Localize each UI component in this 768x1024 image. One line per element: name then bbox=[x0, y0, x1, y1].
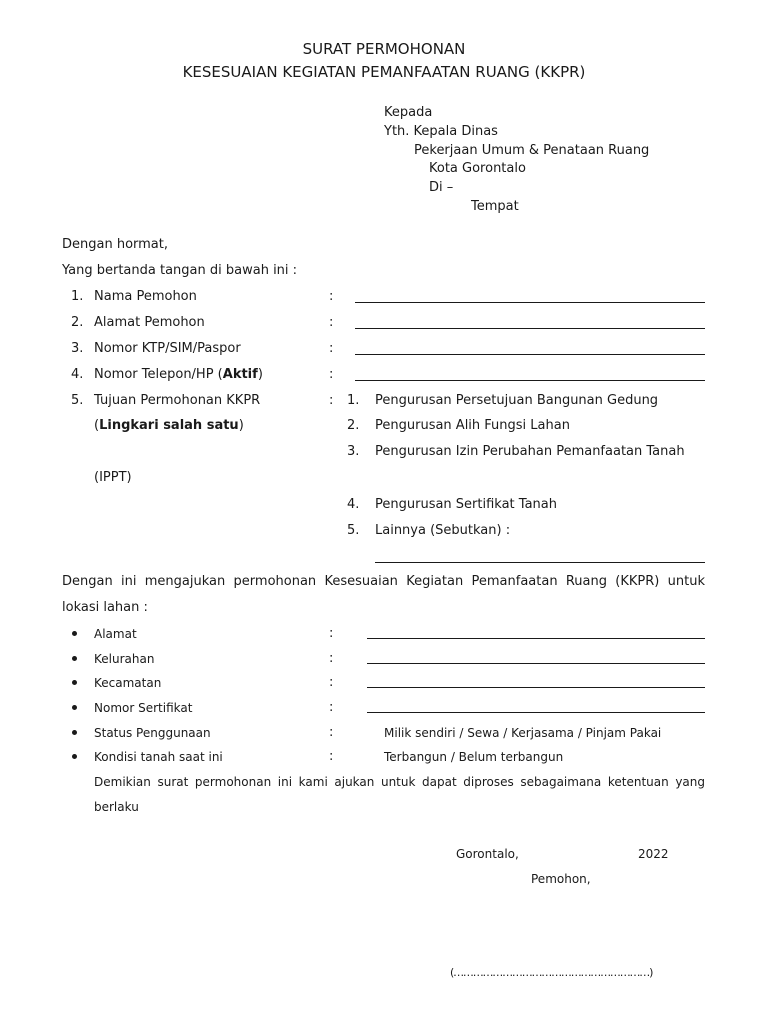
request-line1: Dengan ini mengajukan permohonan Kesesuaian Kegiatan Pemanfaatan Ruang (KKPR) untuk bbox=[62, 574, 705, 589]
colon: : bbox=[329, 651, 334, 666]
location-address-label: Alamat bbox=[94, 627, 137, 641]
colon: : bbox=[329, 700, 334, 715]
colon: : bbox=[329, 289, 334, 304]
item-number: 1. bbox=[71, 289, 84, 304]
recipient-line1: Kepada bbox=[384, 105, 433, 120]
applicant-address-label: Alamat Pemohon bbox=[94, 315, 205, 330]
colon: : bbox=[329, 393, 334, 408]
colon: : bbox=[329, 749, 334, 764]
purpose-option-4[interactable]: Pengurusan Sertifikat Tanah bbox=[375, 497, 557, 512]
document-title-line1: SURAT PERMOHONAN bbox=[302, 40, 466, 58]
phone-label-post: ) bbox=[257, 367, 263, 382]
phone-label-bold: Aktif bbox=[222, 367, 258, 382]
item-number: 4. bbox=[71, 367, 84, 382]
option-number: 4. bbox=[347, 497, 360, 512]
ippt-label: (IPPT) bbox=[94, 470, 132, 485]
certificate-number-label: Nomor Sertifikat bbox=[94, 701, 193, 715]
signature-year: 2022 bbox=[638, 847, 669, 861]
document-title-line2: KESESUAIAN KEGIATAN PEMANFAATAN RUANG (KKPR) bbox=[182, 63, 586, 81]
signature-name-field[interactable]: (……………………………………………………) bbox=[450, 966, 653, 979]
purpose-other-field[interactable] bbox=[375, 551, 705, 563]
bullet-icon bbox=[72, 656, 77, 661]
recipient-line5: Di – bbox=[429, 180, 454, 195]
bullet-icon bbox=[72, 730, 77, 735]
item-number: 5. bbox=[71, 393, 84, 408]
greeting: Dengan hormat, bbox=[62, 237, 169, 252]
request-line2: lokasi lahan : bbox=[62, 600, 148, 615]
location-village-field[interactable] bbox=[367, 652, 705, 664]
closing-line1: Demikian surat permohonan ini kami ajukan untuk dapat diproses sebagaimana ketentuan yang bbox=[94, 775, 705, 789]
applicant-address-field[interactable] bbox=[355, 317, 705, 329]
bullet-icon bbox=[72, 754, 77, 759]
certificate-number-field[interactable] bbox=[367, 701, 705, 713]
note-bold: Lingkari salah satu bbox=[99, 418, 239, 433]
option-number: 1. bbox=[347, 393, 360, 408]
purpose-option-3[interactable]: Pengurusan Izin Perubahan Pemanfaatan Tanah bbox=[375, 444, 685, 459]
land-condition-label: Kondisi tanah saat ini bbox=[94, 750, 223, 764]
colon: : bbox=[329, 725, 334, 740]
signature-role: Pemohon, bbox=[531, 872, 591, 886]
signature-place: Gorontalo, bbox=[456, 847, 519, 861]
note-pre: ( bbox=[94, 418, 100, 433]
applicant-phone-field[interactable] bbox=[355, 369, 705, 381]
applicant-phone-label bbox=[94, 367, 263, 383]
purpose-option-1[interactable]: Pengurusan Persetujuan Bangunan Gedung bbox=[375, 393, 659, 408]
signer-intro: Yang bertanda tangan di bawah ini : bbox=[62, 263, 298, 278]
colon: : bbox=[329, 626, 334, 641]
usage-status-options[interactable]: Milik sendiri / Sewa / Kerjasama / Pinjam Pakai bbox=[384, 726, 662, 740]
option-number: 2. bbox=[347, 418, 360, 433]
land-condition-options[interactable]: Terbangun / Belum terbangun bbox=[384, 750, 564, 764]
bullet-icon bbox=[72, 631, 77, 636]
location-village-label: Kelurahan bbox=[94, 652, 155, 666]
colon: : bbox=[329, 675, 334, 690]
bullet-icon bbox=[72, 680, 77, 685]
purpose-label: Tujuan Permohonan KKPR bbox=[94, 393, 261, 408]
purpose-option-5[interactable]: Lainnya (Sebutkan) : bbox=[375, 523, 511, 538]
purpose-note bbox=[94, 418, 244, 434]
location-district-label: Kecamatan bbox=[94, 676, 162, 690]
item-number: 3. bbox=[71, 341, 84, 356]
recipient-line3: Pekerjaan Umum & Penataan Ruang bbox=[414, 143, 650, 158]
option-number: 3. bbox=[347, 444, 360, 459]
applicant-name-label: Nama Pemohon bbox=[94, 289, 197, 304]
location-district-field[interactable] bbox=[367, 676, 705, 688]
bullet-icon bbox=[72, 705, 77, 710]
item-number: 2. bbox=[71, 315, 84, 330]
recipient-line2: Yth. Kepala Dinas bbox=[384, 124, 498, 139]
usage-status-label: Status Penggunaan bbox=[94, 726, 211, 740]
applicant-name-field[interactable] bbox=[355, 291, 705, 303]
recipient-line4: Kota Gorontalo bbox=[429, 161, 526, 176]
purpose-option-2[interactable]: Pengurusan Alih Fungsi Lahan bbox=[375, 418, 570, 433]
applicant-id-field[interactable] bbox=[355, 343, 705, 355]
colon: : bbox=[329, 367, 334, 382]
recipient-line6: Tempat bbox=[471, 199, 519, 214]
applicant-id-label: Nomor KTP/SIM/Paspor bbox=[94, 341, 241, 356]
note-post: ) bbox=[238, 418, 244, 433]
colon: : bbox=[329, 341, 334, 356]
phone-label-pre: Nomor Telepon/HP ( bbox=[94, 367, 223, 382]
colon: : bbox=[329, 315, 334, 330]
closing-line2: berlaku bbox=[94, 800, 139, 814]
location-address-field[interactable] bbox=[367, 627, 705, 639]
option-number: 5. bbox=[347, 523, 360, 538]
